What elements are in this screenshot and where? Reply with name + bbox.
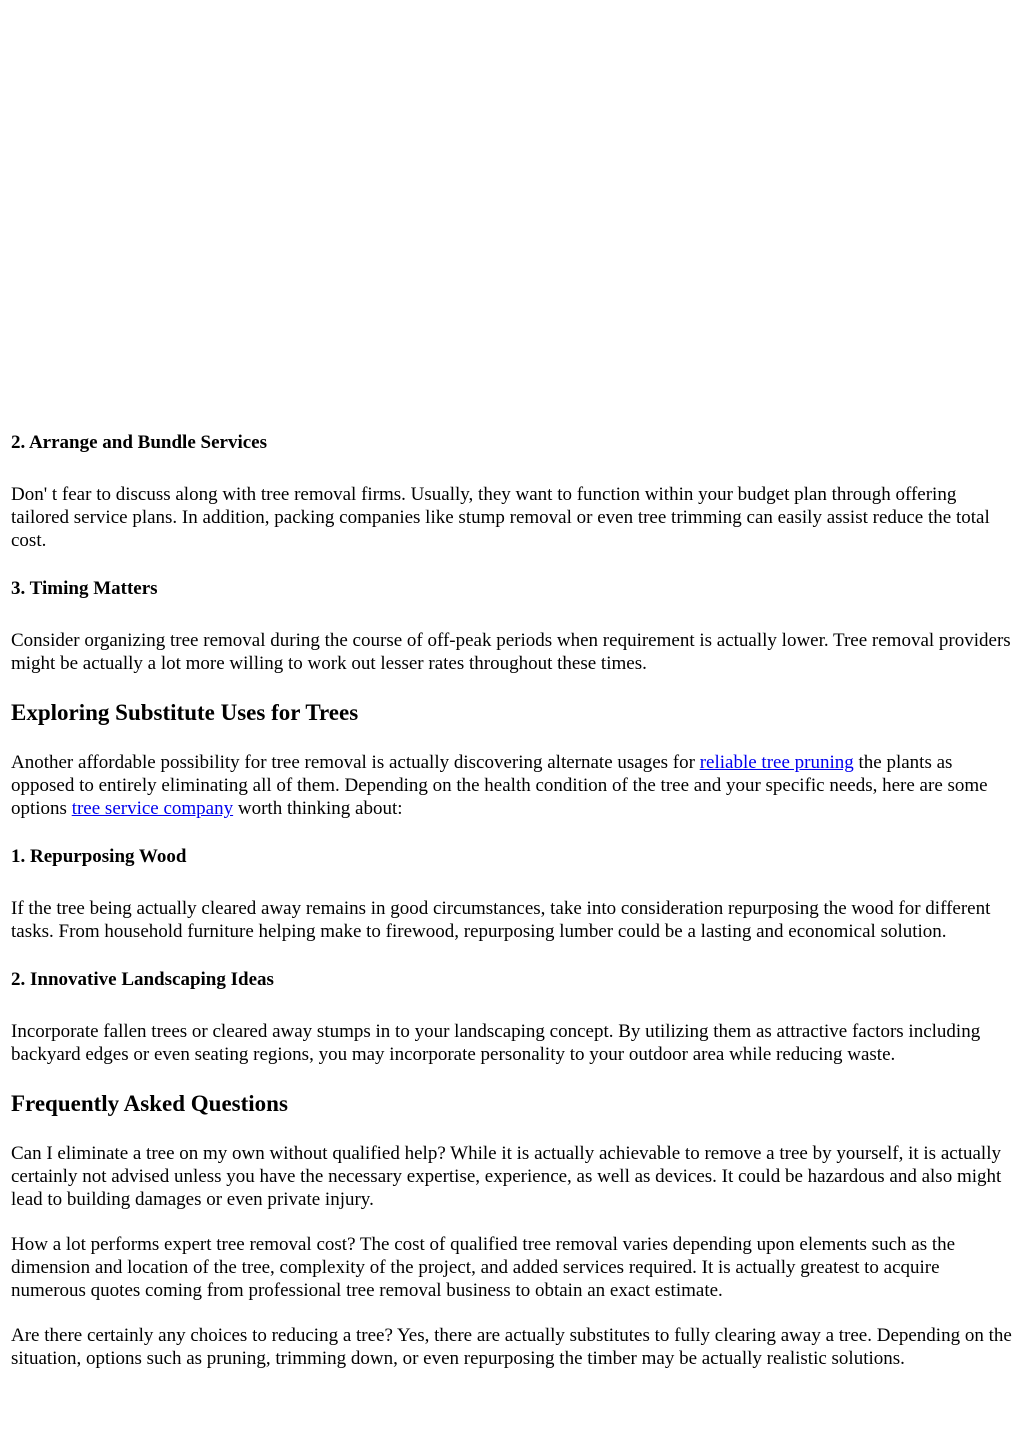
paragraph-arrange: Don' t fear to discuss along with tree removal firms. Usually, they want to function within your budget plan through offering tailored service plans. In addition, packing companies like stump removal or even tree trimming can easily assist reduce the total cost. bbox=[11, 484, 990, 551]
document-page bbox=[11, 0, 1015, 1370]
section-heading-landscaping: 2. Innovative Landscaping Ideas bbox=[11, 969, 274, 990]
blank-area bbox=[11, 0, 1015, 431]
faq-answer-3: Are there certainly any choices to reducing a tree? Yes, there are actually substitutes to fully clearing away a tree. Depending on the situation, options such as pruning, trimming down, or even repurposing the timber may be actually realistic solutions. bbox=[11, 1325, 1012, 1369]
faq-answer-1: Can I eliminate a tree on my own without qualified help? While it is actually achievable to remove a tree by yourself, it is actually certainly not advised unless you have the necessary expertise, experience, as well as devices. It could be hazardous and also might lead to building damages or even private injury. bbox=[11, 1143, 1002, 1210]
section-heading-faq: Frequently Asked Questions bbox=[11, 1091, 288, 1116]
link-tree-service-company[interactable]: tree service company bbox=[71, 798, 234, 819]
faq-answer-2: How a lot performs expert tree removal cost? The cost of qualified tree removal varies depending upon elements such as the dimension and location of the tree, complexity of the project, and added services required. It is actually greatest to acquire numerous quotes coming from professional tree removal business to obtain an exact estimate. bbox=[11, 1234, 956, 1301]
section-heading-exploring: Exploring Substitute Uses for Trees bbox=[11, 700, 359, 725]
paragraph-exploring-part1: Another affordable possibility for tree removal is actually discovering alternate usages for bbox=[11, 752, 700, 773]
section-heading-timing: 3. Timing Matters bbox=[11, 578, 158, 599]
paragraph-exploring bbox=[11, 751, 1015, 820]
paragraph-repurposing: If the tree being actually cleared away remains in good circumstances, take into consideration repurposing the wood for different tasks. From household furniture helping make to firewood, repurposing lumber could be a lasting and economical solution. bbox=[11, 898, 991, 942]
section-heading-arrange: 2. Arrange and Bundle Services bbox=[11, 432, 267, 453]
paragraph-timing: Consider organizing tree removal during the course of off-peak periods when requirement is actually lower. Tree removal providers might be actually a lot more willing to work out lesser rates throughout these times. bbox=[11, 630, 1011, 674]
paragraph-exploring-part2: the plants as opposed to entirely eliminating all of them. Depending on the health condition of the tree and your specific needs, here are some options bbox=[11, 752, 988, 819]
paragraph-landscaping: Incorporate fallen trees or cleared away stumps in to your landscaping concept. By utilizing them as attractive factors including backyard edges or even seating regions, you may incorporate personality to your outdoor area while reducing waste. bbox=[11, 1021, 981, 1065]
paragraph-exploring-part3: worth thinking about: bbox=[233, 798, 403, 819]
link-reliable-tree-pruning[interactable]: reliable tree pruning bbox=[699, 752, 854, 773]
section-heading-repurposing: 1. Repurposing Wood bbox=[11, 846, 187, 867]
